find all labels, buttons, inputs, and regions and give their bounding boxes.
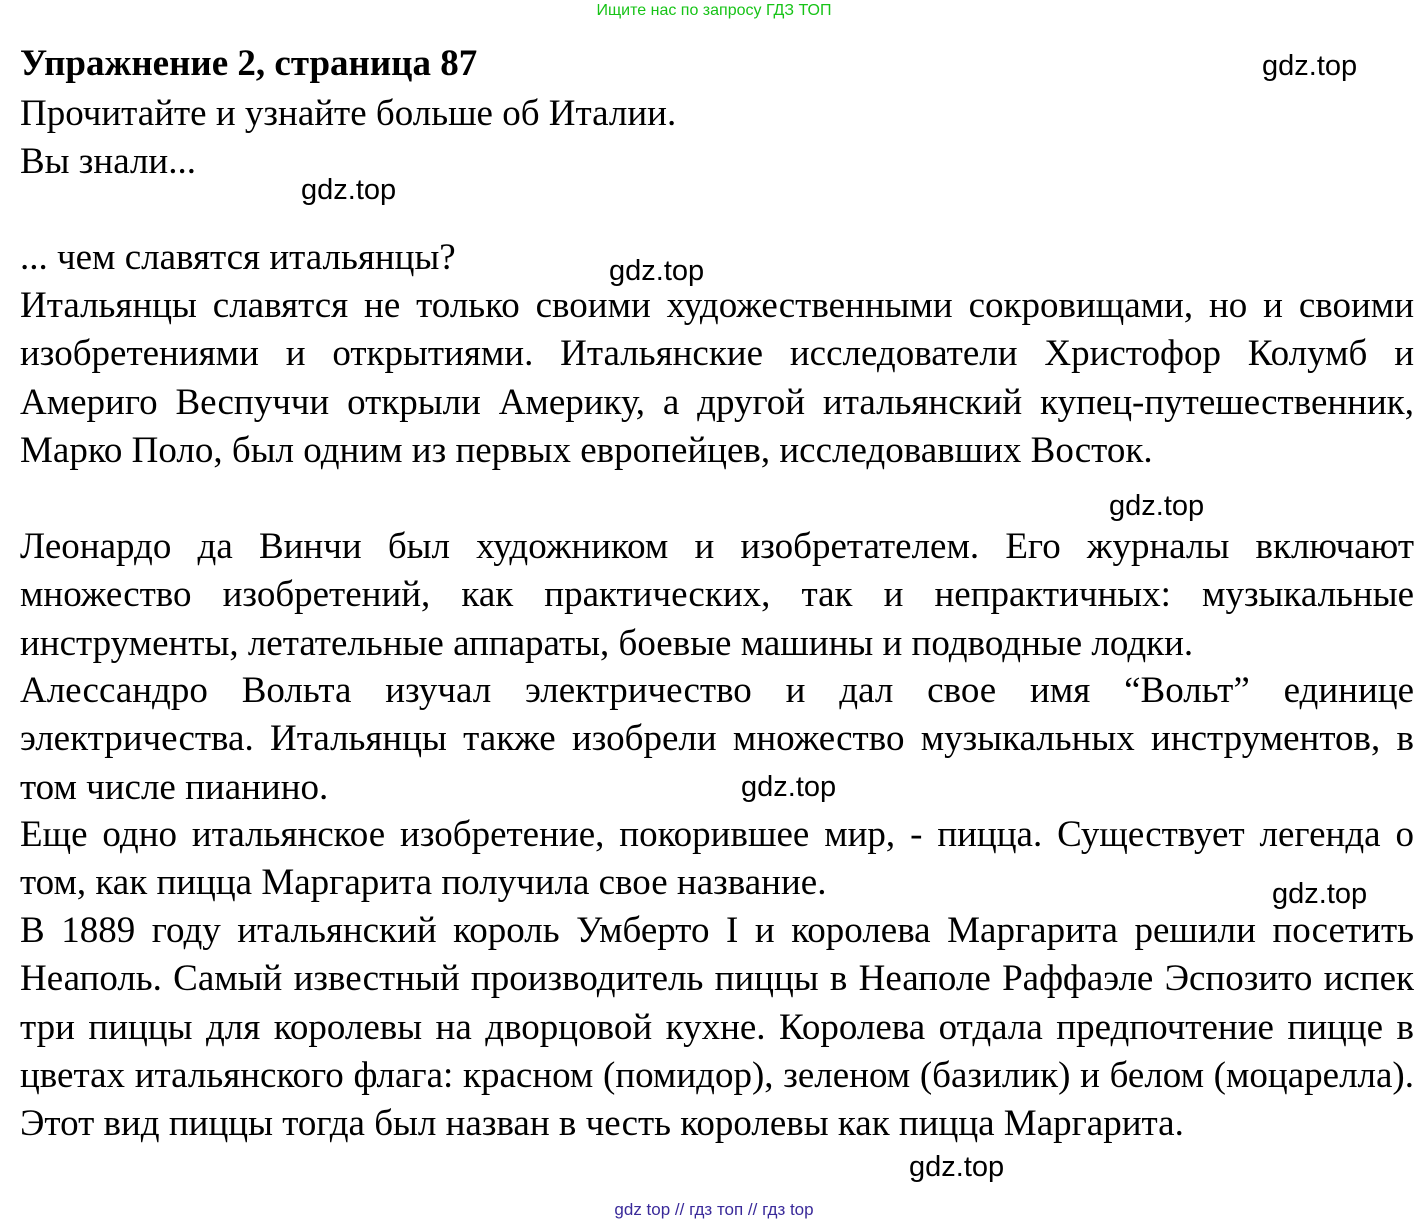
paragraph-inventions-discoveries: Итальянцы славятся не только своими художественными сокровищами, но и своими изобретениями и открытиями. Итальянские исследователи Христофор Колумб и Америго Веспуччи открыли Америку, а другой итальянский купец-путешественник, Марко Поло, был одним из первых европейцев, исследовавших Восток.	[20, 285, 1414, 471]
watermark: gdz.top	[301, 174, 397, 206]
watermark: gdz.top	[1262, 50, 1358, 82]
watermark: gdz.top	[1109, 490, 1205, 522]
intro-line: Прочитайте и узнайте больше об Италии.	[20, 93, 677, 134]
paragraph-pizza-invention: Еще одно итальянское изобретение, покорившее мир, - пицца. Существует легенда о том, как пицца Маргарита получила свое название.	[20, 814, 1414, 904]
paragraph-leonardo: Леонардо да Винчи был художником и изобретателем. Его журналы включают множество изобретений, как практических, так и непрактичных: музыкальные инструменты, летательные аппараты, боевые машины и подводные лодки.	[20, 526, 1414, 664]
footer-banner: gdz top // гдз топ // гдз top	[614, 1200, 814, 1219]
watermark: gdz.top	[609, 255, 705, 287]
did-you-know-line: Вы знали...	[20, 141, 196, 182]
watermark: gdz.top	[741, 771, 837, 803]
watermark: gdz.top	[1272, 878, 1368, 910]
paragraph-volta: Алессандро Вольта изучал электричество и дал свое имя “Вольт” единице электричества. Итальянцы также изобрели множество музыкальных инструментов, в том числе пианино.	[20, 670, 1414, 808]
exercise-title: Упражнение 2, страница 87	[20, 43, 478, 84]
top-banner: Ищите нас по запросу ГДЗ ТОП	[596, 2, 832, 19]
question-line: ... чем славятся итальянцы?	[20, 237, 456, 278]
watermark: gdz.top	[909, 1151, 1005, 1183]
paragraph-margherita-story: В 1889 году итальянский король Умберто I и королева Маргарита решили посетить Неаполь. Самый известный производитель пиццы в Неаполе Раффаэле Эспозито испек три пиццы для королевы на дворцовой кухне. Королева отдала предпочтение пицце в цветах итальянского флага: красном (помидор), зеленом (базилик) и белом (моцарелла). Этот вид пиццы тогда был назван в честь королевы как пицца Маргарита.	[20, 910, 1414, 1145]
